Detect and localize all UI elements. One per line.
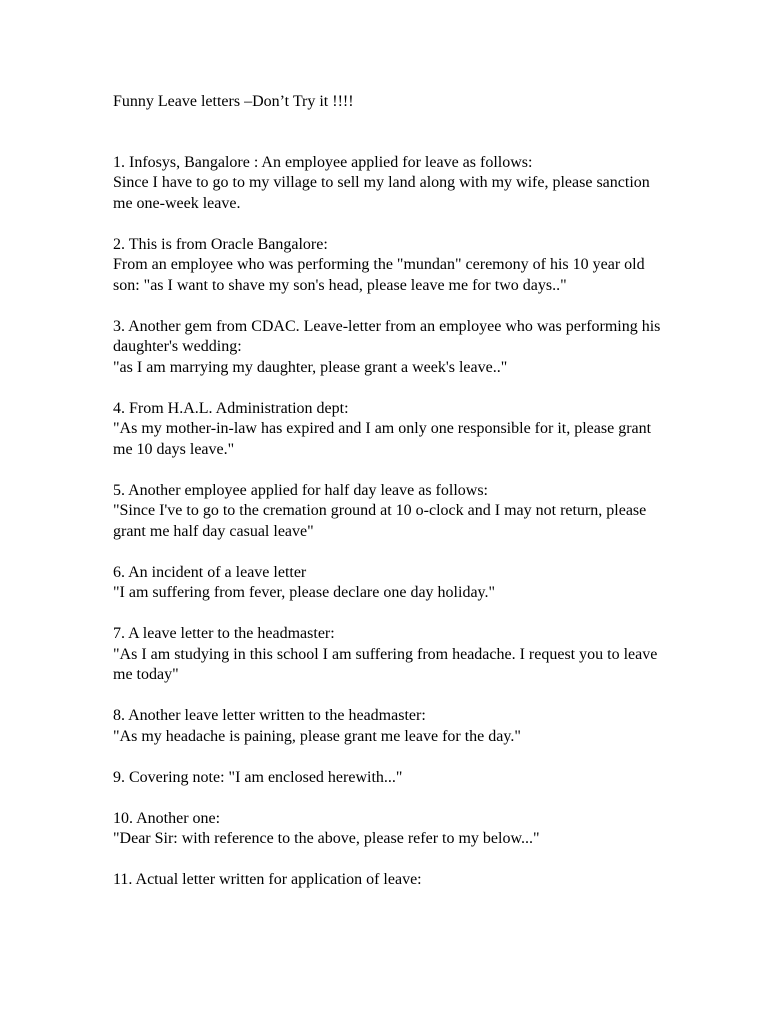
letter-item-7 (113, 624, 673, 686)
letter-body: "Since I've to go to the cremation ground at 10 o-clock and I may not return, please grant me half day casual leave" (113, 502, 647, 540)
letter-body: "as I am marrying my daughter, please grant a week's leave.." (113, 358, 508, 376)
letter-item-11 (113, 870, 673, 891)
letter-body: Since I have to go to my village to sell my land along with my wife, please sanction me one-week leave. (113, 174, 650, 212)
letter-heading: 3. Another gem from CDAC. Leave-letter from an employee who was performing his daughter's wedding: (113, 317, 661, 355)
letter-heading: 11. Actual letter written for application of leave: (113, 871, 422, 888)
letter-heading: 4. From H.A.L. Administration dept: (113, 399, 349, 417)
letter-item-9 (113, 768, 673, 789)
letter-item-3 (113, 317, 673, 379)
letter-heading: 10. Another one: (113, 809, 221, 827)
document-title: Funny Leave letters –Don’t Try it !!!! (113, 93, 354, 110)
letter-body: "As my headache is paining, please grant me leave for the day." (113, 727, 521, 745)
letter-item-4 (113, 399, 673, 461)
letter-heading: 7. A leave letter to the headmaster: (113, 625, 335, 642)
letter-heading: 8. Another leave letter written to the headmaster: (113, 707, 426, 724)
letter-item-6 (113, 563, 673, 604)
letter-body: "As I am studying in this school I am suffering from headache. I request you to leave me today" (113, 645, 658, 683)
letter-body: "As my mother-in-law has expired and I am only one responsible for it, please grant me 10 days leave." (113, 420, 652, 458)
letter-heading: 2. This is from Oracle Bangalore: (113, 235, 328, 253)
letter-heading: 1. Infosys, Bangalore : An employee applied for leave as follows: (113, 153, 533, 171)
document-page (113, 92, 673, 911)
letter-item-1 (113, 153, 673, 215)
letter-body: "I am suffering from fever, please declare one day holiday." (113, 584, 496, 601)
letter-heading: 5. Another employee applied for half day leave as follows: (113, 481, 488, 499)
letter-item-10 (113, 809, 673, 850)
letter-heading: 9. Covering note: "I am enclosed herewith..." (113, 768, 403, 786)
letter-item-2 (113, 235, 673, 297)
letter-body: "Dear Sir: with reference to the above, please refer to my below..." (113, 830, 540, 847)
letter-body: From an employee who was performing the "mundan" ceremony of his 10 year old son: "as I want to shave my son's head, please leave me for two days.." (113, 256, 645, 294)
letter-item-8 (113, 706, 673, 747)
letter-heading: 6. An incident of a leave letter (113, 563, 307, 581)
letter-item-5 (113, 481, 673, 543)
